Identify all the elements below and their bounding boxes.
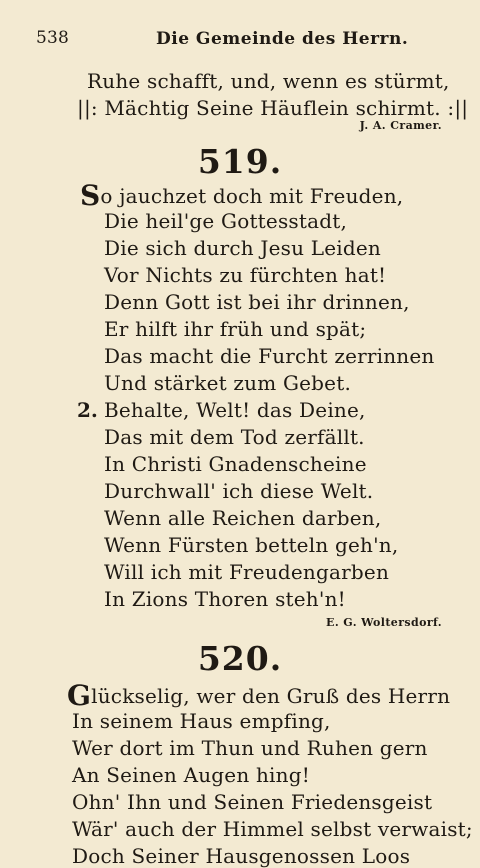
dropcap-g: G [67,679,92,712]
author-woltersdorf: E. G. Woltersdorf. [326,616,442,629]
hymn-519-verse-1-line-7: Das macht die Furcht zerrinnen [104,344,435,368]
hymn-520-verse-1-line-5: Ohn' Ihn und Seinen Friedensgeist [72,790,433,814]
hymn-519-verse-2-line-2: Das mit dem Tod zerfällt. [104,425,365,449]
hymn-519-verse-1-line-8: Und stärket zum Gebet. [104,371,352,395]
author-cramer: J. A. Cramer. [359,119,442,132]
top-stanza-line-1: Ruhe schafft, und, wenn es stürmt, [87,69,450,93]
hymn-519-verse-2-number: 2. [77,398,98,422]
hymn-520-number: 520. [197,639,283,678]
hymn-519-verse-2-line-3: In Christi Gnadenscheine [104,452,367,476]
hymn-519-verse-1-line-6: Er hilft ihr früh und spät; [104,317,367,341]
hymn-520-verse-1-line-4: An Seinen Augen hing! [72,763,310,787]
hymn-519-verse-2-line-4: Durchwall' ich diese Welt. [104,479,374,503]
hymn-519-number: 519. [197,142,283,181]
hymn-519-verse-1-line-2: Die heil'ge Gottesstadt, [104,209,348,233]
hymn-519-verse-1-line-1 [80,179,404,212]
hymn-519-verse-2-line-6: Wenn Fürsten betteln geh'n, [104,533,399,557]
hymn-520-verse-1-line-1 [67,679,451,712]
hymn-520-verse-1-line-3: Wer dort im Thun und Ruhen gern [72,736,428,760]
hymn-519-verse-1-line-4: Vor Nichts zu fürchten hat! [104,263,387,287]
running-head: Die Gemeinde des Herrn. [156,29,409,49]
hymn-519-verse-2-line-8: In Zions Thoren steh'n! [104,587,346,611]
hymn-520-verse-1-line-7: Doch Seiner Hausgenossen Loos [72,844,411,868]
hymn-519-verse-2-line-5: Wenn alle Reichen darben, [104,506,382,530]
hymn-520-verse-1-line-6: Wär' auch der Himmel selbst verwaist; [72,817,473,841]
hymn-519-verse-2-line-1: Behalte, Welt! das Deine, [104,398,366,422]
page-number: 538 [36,28,70,48]
hymn-519-verse-1-line-3: Die sich durch Jesu Leiden [104,236,381,260]
page-header [36,28,444,52]
hymn-519-verse-1-line-5: Denn Gott ist bei ihr drinnen, [104,290,410,314]
hymn-519-verse-2-line-7: Will ich mit Freudengarben [104,560,390,584]
top-stanza-line-2: ||: Mächtig Seine Häuflein schirmt. :|| [77,96,469,120]
dropcap-s: S [80,179,101,212]
hymn-520-verse-1-line-1-rest: lückselig, wer den Gruß des Herrn [91,684,451,708]
hymn-520-verse-1-line-2: In seinem Haus empfing, [72,709,331,733]
hymn-519-verse-1-line-1-rest: o jauchzet doch mit Freuden, [100,184,404,208]
